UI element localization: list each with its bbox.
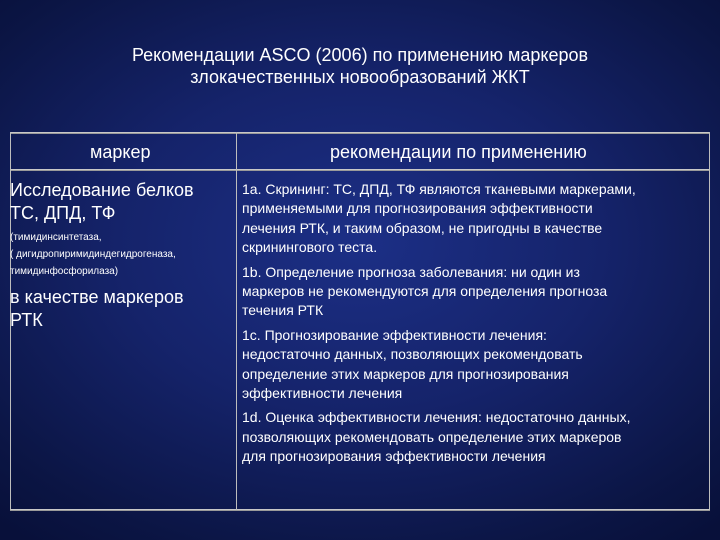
marker-line-2: ТС, ДПД, ТФ xyxy=(10,203,116,223)
rec-line: лечения РТК, и таким образом, не пригодны в качестве xyxy=(242,219,603,236)
rec-line: 1а. Скрининг: ТС, ДПД, ТФ являются тканевыми маркерами, xyxy=(242,181,636,197)
rec-line: недостаточно данных, позволяющих рекомендовать xyxy=(242,346,583,363)
marker-line-4: РТК xyxy=(10,310,43,330)
table-top-border xyxy=(10,132,710,134)
rec-line: 1b. Определение прогноза заболевания: ни один из xyxy=(242,263,580,280)
title-line-1: Рекомендации ASCO (2006) по применению маркеров xyxy=(131,45,589,65)
header-recommendations: рекомендации по применению xyxy=(330,142,587,162)
slide-title xyxy=(60,44,660,88)
recommendations-cell xyxy=(242,180,710,467)
marker-note-3: тимидинфосфорилаза) xyxy=(10,266,119,277)
marker-line-1: Исследование белков xyxy=(10,180,194,200)
rec-line: 1с. Прогнозирование эффективности лечения: xyxy=(242,326,547,343)
rec-line: скринингового теста. xyxy=(242,239,378,256)
marker-note-1: (тимидинсинтетаза, xyxy=(10,232,102,243)
rec-line: эффективности лечения xyxy=(242,385,403,402)
table-column-divider xyxy=(236,132,237,510)
header-marker: маркер xyxy=(90,142,151,162)
recommendations-table xyxy=(10,132,710,510)
marker-line-3: в качестве маркеров xyxy=(10,287,184,307)
rec-line: течения РТК xyxy=(242,302,324,319)
table-header-divider xyxy=(10,169,710,171)
rec-line: позволяющих рекомендовать определение этих маркеров xyxy=(242,428,622,445)
rec-line: 1d. Оценка эффективности лечения: недостаточно данных, xyxy=(242,409,631,426)
rec-line: определение этих маркеров для прогнозирования xyxy=(242,365,569,382)
marker-cell xyxy=(10,179,230,332)
title-line-2: злокачественных новообразований ЖКТ xyxy=(190,67,530,87)
marker-note-2: ( дигидропиримидиндегидрогеназа, xyxy=(10,249,176,260)
rec-line: применяемыми для прогнозирования эффективности xyxy=(242,200,593,217)
table-bottom-border xyxy=(10,509,710,511)
rec-line: для прогнозирования эффективности лечения xyxy=(242,448,546,465)
rec-line: маркеров не рекомендуются для определения прогноза xyxy=(242,283,608,300)
